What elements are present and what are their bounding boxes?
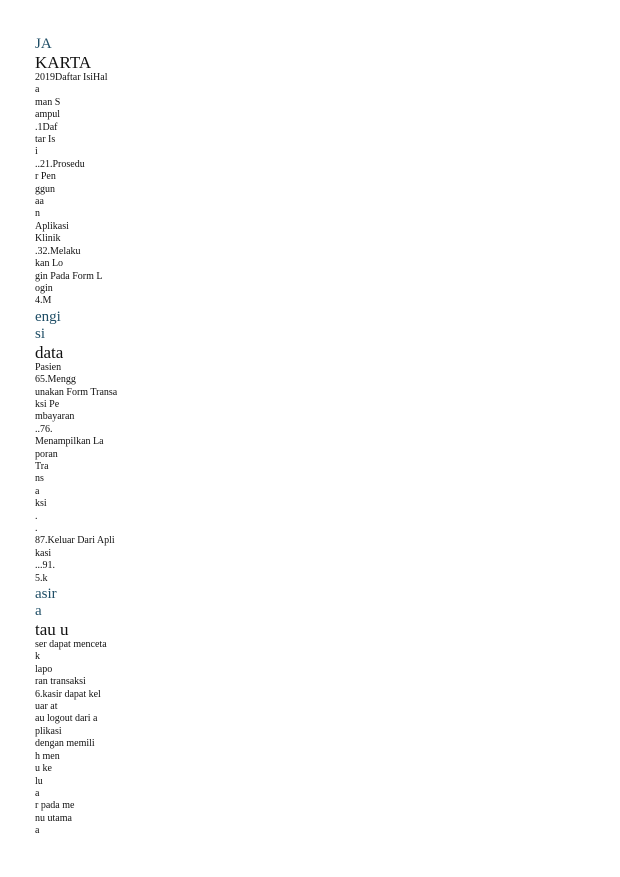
- text-column: [35, 36, 165, 838]
- text-line: ksi Pe: [35, 398, 60, 410]
- text-line: ns: [35, 473, 44, 485]
- heading-line: si: [35, 325, 46, 342]
- text-line: n: [35, 208, 40, 220]
- heading-line: asir: [35, 586, 57, 603]
- text-line: Aplikasi: [35, 220, 69, 232]
- text-line: man S: [35, 96, 61, 108]
- text-line: h men: [35, 750, 60, 762]
- text-line: 4.M: [35, 295, 52, 307]
- text-line: ksi: [35, 498, 47, 510]
- text-line: .: [35, 523, 38, 534]
- text-line: .: [35, 510, 38, 522]
- text-line: dengan memili: [35, 738, 95, 750]
- text-line: uar at: [35, 701, 58, 713]
- text-line: ogin: [35, 282, 53, 294]
- text-line: mbayaran: [35, 411, 75, 423]
- text-line: Tra: [35, 460, 49, 472]
- text-line: .32.Melaku: [35, 245, 81, 257]
- text-line: u ke: [35, 763, 52, 775]
- text-line: k: [35, 651, 40, 663]
- text-line: ..21.Prosedu: [35, 158, 85, 170]
- text-line: .1Daf: [35, 121, 58, 133]
- heading-line: JA: [35, 36, 52, 52]
- text-line: r Pen: [35, 171, 56, 183]
- text-line: ser dapat menceta: [35, 639, 107, 651]
- text-line: 87.Keluar Dari Apli: [35, 535, 115, 547]
- text-line: ampul: [35, 109, 60, 121]
- text-line: ..76.: [35, 423, 53, 435]
- text-line: poran: [35, 448, 58, 460]
- text-line: a: [35, 485, 40, 497]
- text-line: ran transaksi: [35, 676, 86, 688]
- heading-line: engi: [35, 308, 61, 325]
- title-line: tau u: [35, 620, 69, 640]
- text-line: lapo: [35, 663, 53, 675]
- text-line: Klinik: [35, 233, 61, 245]
- text-line: tar Is: [35, 134, 56, 146]
- text-line: a: [35, 84, 40, 96]
- text-line: gin Pada Form L: [35, 270, 103, 282]
- text-line: 6.kasir dapat kel: [35, 688, 101, 700]
- text-line: Pasien: [35, 361, 62, 373]
- text-line: r pada me: [35, 800, 75, 812]
- text-line: a: [35, 787, 40, 799]
- text-line: kan Lo: [35, 258, 64, 270]
- text-line: Menampilkan La: [35, 436, 104, 448]
- text-line: a: [35, 825, 40, 837]
- text-line: au logout dari a: [35, 713, 98, 725]
- text-line: nu utama: [35, 812, 72, 824]
- heading-line: a: [35, 603, 42, 620]
- text-line: plikasi: [35, 725, 62, 737]
- text-line: ...91.: [35, 560, 55, 572]
- text-line: 5.k: [35, 572, 48, 584]
- text-line: 2019Daftar IsiHal: [35, 72, 108, 83]
- text-line: aa: [35, 196, 44, 208]
- text-line: ggun: [35, 183, 55, 195]
- text-line: kasi: [35, 547, 52, 559]
- title-line: KARTA: [35, 53, 92, 72]
- text-line: i: [35, 146, 38, 158]
- text-line: unakan Form Transa: [35, 386, 118, 398]
- title-line: data: [35, 342, 64, 362]
- text-line: lu: [35, 775, 43, 787]
- text-line: 65.Mengg: [35, 374, 76, 386]
